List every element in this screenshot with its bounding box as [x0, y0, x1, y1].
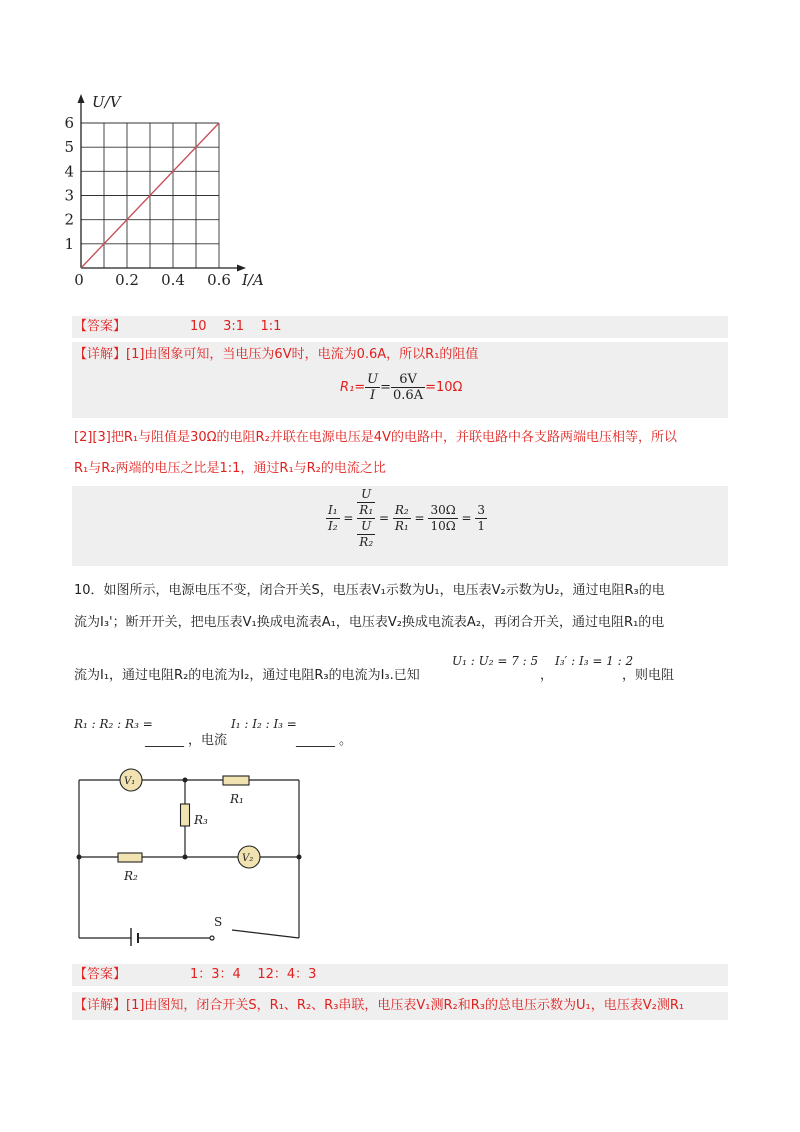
- x-tick-label: 0.2: [115, 271, 139, 289]
- detail2-line-1: [74, 996, 684, 1016]
- answer-values-2: 1：3：4 12：4：3: [190, 967, 317, 982]
- junction-right: [297, 855, 302, 860]
- condition-comma: ，: [540, 668, 554, 683]
- detail2-tag: 【详解】: [74, 998, 127, 1013]
- current-ratio-formula: $\frac{\text{I₁}}{\text{I₂}}$ = $\frac{\frac{U}{\text{R₁}}}{\frac{U}{\text{R₂}}}$ = $\frac{\text{R₂}}{\text{R₁}}$ = $\frac{30\Omega}{10\Omega}$ = $\frac{3}{1}$: [328, 487, 486, 549]
- resistor-r3: [181, 804, 190, 826]
- y-tick-label: 4: [64, 162, 74, 181]
- resistor-ratio-label: R₁ : R₂ : R₃ =: [74, 717, 153, 731]
- answer-band-2: [72, 964, 728, 986]
- y-axis-label: U/V: [92, 93, 121, 111]
- y-tick-label: 2: [64, 210, 74, 229]
- condition-voltage: U₁ : U₂ = 7 : 5: [452, 654, 539, 668]
- resistor-r1: [223, 776, 249, 785]
- junction-middle: [183, 855, 188, 860]
- question-line-2: 流为I₃'；断开开关，把电压表V₁换成电流表A₁，电压表V₂换成电流表A₂，再闭合开关，通过电阻R₁的电: [74, 615, 665, 630]
- v2-label: V₂: [242, 853, 254, 864]
- r3-label: R₃: [194, 813, 208, 827]
- x-tick-label: 0: [74, 271, 84, 289]
- detail2-text: [1]由图知，闭合开关S，R₁、R₂、R₃串联，电压表V₁测R₂和R₃的总电压示数为U₁，电压表V₂测R₁: [126, 998, 685, 1013]
- detail-line-2: [2][3]把R₁与阻值是30Ω的电阻R₂并联在电源电压是4V的电路中，并联电路中各支路两端电压相等，所以: [74, 430, 677, 445]
- x-axis-label: I/A: [242, 271, 264, 289]
- resistor-ratio-blank: ______: [145, 733, 184, 748]
- circuit-diagram: [70, 766, 310, 946]
- switch-contact: [210, 936, 214, 940]
- r1-label: R₁: [230, 792, 244, 806]
- y-tick-label: 3: [64, 186, 74, 205]
- v1-label: V₁: [124, 776, 136, 787]
- detail-line-3: R₁与R₂两端的电压之比是1:1，通过R₁与R₂的电流之比: [74, 461, 386, 476]
- u-i-graph: [60, 88, 280, 298]
- answer-band-1: [72, 316, 728, 338]
- r2-label: R₂: [124, 869, 138, 883]
- condition-current: I₃′ : I₃ = 1 : 2: [555, 654, 634, 668]
- question-line-3: 流为I₁，通过电阻R₂的电流为I₂，通过电阻R₃的电流为I₃.已知: [74, 668, 420, 683]
- answer-values: 10 3:1 1:1: [190, 319, 282, 334]
- y-tick-label: 6: [64, 114, 74, 132]
- switch-label: S: [214, 915, 223, 929]
- answer-tag: 【答案】: [74, 319, 127, 334]
- y-tick-label: 5: [64, 138, 74, 157]
- question-line-3-end: ，则电阻: [622, 668, 675, 683]
- current-word: ，电流: [188, 733, 228, 748]
- answer-tag-2: 【答案】: [74, 967, 127, 982]
- current-ratio-label: I₁ : I₂ : I₃ =: [231, 717, 297, 731]
- detail-text: [1]由图象可知，当电压为6V时，电流为0.6A，所以R₁的阻值: [126, 347, 479, 362]
- detail-line-1: [74, 345, 478, 365]
- question-end-mark: 。: [339, 733, 353, 748]
- detail-tag: 【详解】: [74, 347, 127, 362]
- junction-top: [183, 778, 188, 783]
- question-line-1: 10．如图所示，电源电压不变，闭合开关S，电压表V₁示数为U₁，电压表V₂示数为U₂，通过电阻R₃的电: [74, 583, 665, 598]
- x-tick-label: 0.6: [207, 271, 231, 289]
- x-tick-label: 0.4: [161, 271, 185, 289]
- current-ratio-blank: ______: [296, 733, 335, 748]
- y-tick-label: 1: [64, 234, 74, 253]
- junction-left: [77, 855, 82, 860]
- r1-formula: R₁= $\frac{U}{I}$ = $\frac{6V}{0.6A}$ =10Ω: [340, 372, 463, 403]
- resistor-r2: [118, 853, 142, 862]
- y-axis-arrow: [78, 94, 85, 103]
